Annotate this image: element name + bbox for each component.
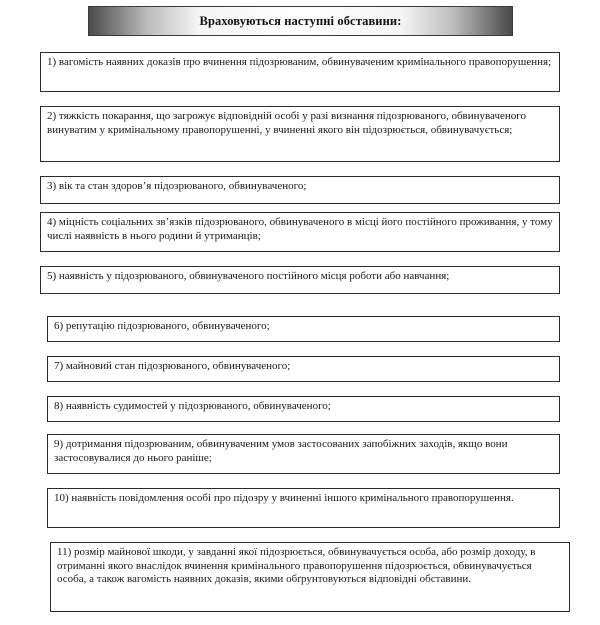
list-item: 4) міцність соціальних зв’язків підозрюваного, обвинуваченого в місці його постійного проживання, у тому числі наявність в нього родини й утриманців; <box>40 212 560 252</box>
list-item: 5) наявність у підозрюваного, обвинуваченого постійного місця роботи або навчання; <box>40 266 560 294</box>
section-header <box>88 6 513 36</box>
list-item: 1) вагомість наявних доказів про вчинення підозрюваним, обвинуваченим кримінального правопорушення; <box>40 52 560 92</box>
list-item: 8) наявність судимостей у підозрюваного, обвинуваченого; <box>47 396 560 422</box>
list-item: 10) наявність повідомлення особі про підозру у вчиненні іншого кримінального правопорушення. <box>47 488 560 528</box>
list-item: 2) тяжкість покарання, що загрожує відповідній особі у разі визнання підозрюваного, обвинуваченого винуватим у кримінальному правопорушенні, у вчиненні якого він підозрюється, обвинувачується; <box>40 106 560 162</box>
list-item: 11) розмір майнової шкоди, у завданні якої підозрюється, обвинувачується особа, або розмір доходу, в отриманні якого внаслідок вчинення кримінального правопорушення підозрюється, обвинувачується особа, а також вагомість наявних доказів, якими обґрунтовуються відповідні обставини. <box>50 542 570 612</box>
list-item: 9) дотримання підозрюваним, обвинуваченим умов застосованих запобіжних заходів, якщо вони застосовувалися до нього раніше; <box>47 434 560 474</box>
list-item: 7) майновий стан підозрюваного, обвинуваченого; <box>47 356 560 382</box>
list-item: 3) вік та стан здоров’я підозрюваного, обвинуваченого; <box>40 176 560 204</box>
list-item: 6) репутацію підозрюваного, обвинуваченого; <box>47 316 560 342</box>
section-title: Враховуються наступні обставини: <box>199 13 402 28</box>
